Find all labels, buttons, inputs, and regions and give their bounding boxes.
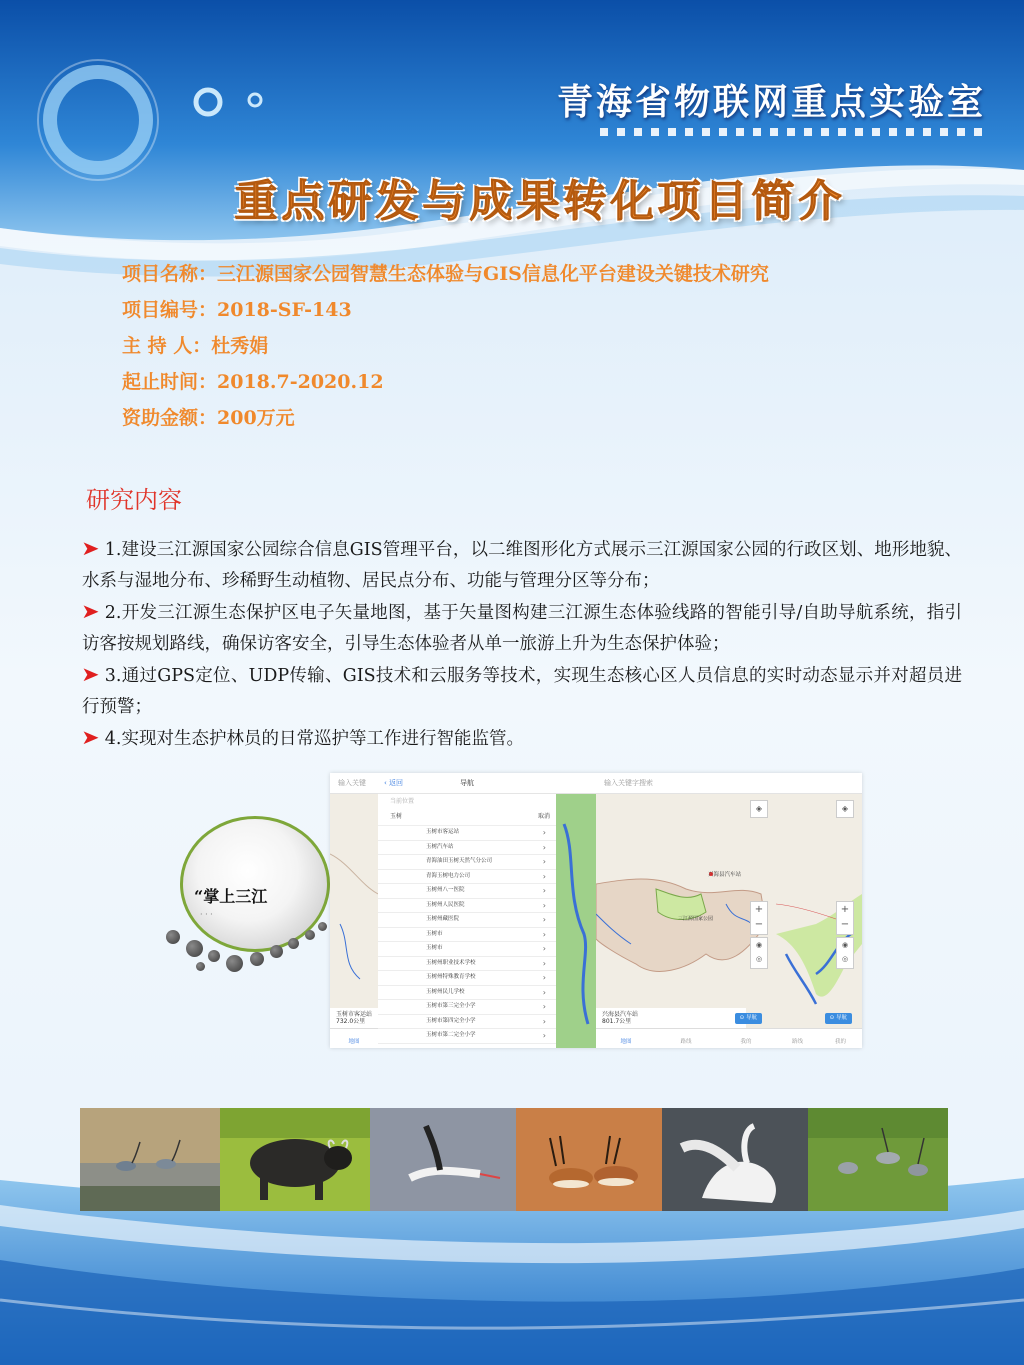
dotted-divider — [600, 128, 986, 136]
search-bar[interactable]: 输入关键字搜索 — [596, 773, 776, 794]
station-name: 兴海县汽车站 — [602, 1011, 639, 1018]
photo-swan — [662, 1108, 808, 1211]
decor-dot — [288, 938, 299, 949]
research-item-text: 3.通过GPS定位、UDP传输、GIS技术和云服务等技术，实现生态核心区人员信息的实时动态显示并对超员进行预警； — [82, 666, 962, 717]
decor-dot — [250, 952, 264, 966]
list-item[interactable]: 玉树市第二完全小学 › — [378, 1029, 556, 1044]
station-name: 玉树市客运站 — [336, 1011, 373, 1018]
arrow-icon: ➤ — [81, 599, 100, 623]
result-list — [378, 826, 556, 1044]
map-label: 三江源国家公园 — [678, 916, 714, 922]
screen-nav-list — [378, 773, 557, 1048]
research-item-text: 2.开发三江源生态保护区电子矢量地图，基于矢量图构建三江源生态体验线路的智能引导/自助导航系统，指引访客按规划路线，确保访客安全，引导生态体验者从单一旅游上升为生态保护体验； — [82, 603, 962, 654]
list-item[interactable]: 玉树州藏医院 › — [378, 913, 556, 928]
photo-cranes-grass — [808, 1108, 948, 1211]
research-item-text: 1.建设三江源国家公园综合信息GIS管理平台，以二维图形化方式展示三江源国家公园的行政区划、地形地貌、水系与湿地分布、珍稀野生动植物、居民点分布、功能与管理分区等分布； — [82, 540, 962, 591]
project-period-label: 起止时间： — [122, 371, 218, 393]
navigate-button[interactable]: ⊙ 导航 — [825, 1013, 852, 1024]
zoom-control[interactable]: + − — [836, 901, 854, 935]
search-bar[interactable] — [556, 773, 596, 794]
station-distance: 732.0公里 — [336, 1018, 366, 1025]
station-distance: 801.7公里 — [602, 1018, 632, 1025]
project-leader-value: 杜秀娟 — [211, 335, 269, 357]
decor-dot — [208, 950, 220, 962]
tab-mine[interactable]: 我的 — [834, 1039, 846, 1045]
project-period-value: 2018.7-2020.12 — [217, 371, 384, 393]
current-location-field[interactable]: 当前位置 — [378, 794, 556, 809]
nav-title: 导航 — [460, 779, 474, 787]
project-number-label: 项目编号： — [122, 299, 218, 321]
layers-icon[interactable]: ◈ — [836, 800, 854, 818]
screen-map-right — [776, 773, 862, 1048]
project-info — [122, 260, 769, 440]
list-item[interactable]: 玉树市客运站 › — [378, 826, 556, 841]
list-item[interactable]: 玉树州人民医院 › — [378, 899, 556, 914]
research-content — [82, 533, 962, 755]
list-item[interactable]: 玉树汽车站 › — [378, 841, 556, 856]
station-card[interactable] — [596, 1008, 746, 1028]
list-item[interactable]: 玉树州特殊教育学校 › — [378, 971, 556, 986]
research-item — [82, 533, 962, 596]
cancel-button[interactable]: 取消 — [537, 813, 550, 820]
project-funding-row — [122, 404, 769, 440]
list-item[interactable]: 玉树州职业技术学校 › — [378, 957, 556, 972]
zoom-control[interactable]: + − — [750, 901, 768, 935]
decor-dot — [305, 930, 315, 940]
app-callout-ellipsis: · · · — [200, 910, 213, 919]
app-screenshots — [330, 773, 862, 1048]
screen-map-left — [330, 773, 379, 1048]
decor-dot — [186, 940, 203, 957]
arrow-icon: ➤ — [81, 725, 100, 749]
arrow-icon: ➤ — [81, 536, 100, 560]
main-title: 重点研发与成果转化项目简介 — [234, 177, 846, 227]
navigate-button[interactable]: ⊙ 导航 — [735, 1013, 762, 1024]
photo-stork — [370, 1108, 516, 1211]
tab-route[interactable]: 路线 — [791, 1039, 803, 1045]
wildlife-photo-strip — [80, 1108, 948, 1211]
list-item[interactable]: 玉树州八一医院 › — [378, 884, 556, 899]
list-item[interactable]: 玉树市 › — [378, 928, 556, 943]
project-name-value: 三江源国家公园智慧生态体验与GIS信息化平台建设关键技术研究 — [217, 263, 769, 285]
locate-icon[interactable]: ◉ ◎ — [750, 937, 768, 969]
project-period-row — [122, 368, 769, 404]
search-query: 玉树 — [390, 813, 403, 820]
screen-map-center — [556, 773, 597, 1048]
screen-map-main — [596, 773, 777, 1048]
tab-route[interactable]: 路线 — [680, 1039, 692, 1045]
project-leader-label: 主 持 人： — [122, 335, 212, 357]
lab-name: 青海省物联网重点实验室 — [556, 81, 986, 123]
tab-map[interactable]: 地图 — [620, 1039, 632, 1045]
decor-dot — [226, 955, 243, 972]
map-label: 兴海县汽车站 — [708, 872, 742, 878]
project-funding-label: 资助金额： — [122, 407, 218, 429]
project-funding-value: 200万元 — [217, 407, 295, 429]
list-item[interactable]: 玉树市第三完全小学 › — [378, 1000, 556, 1015]
list-item[interactable]: 玉树市第四完全小学 › — [378, 1015, 556, 1030]
project-name-row — [122, 260, 769, 296]
search-bar[interactable] — [776, 773, 862, 794]
tab-bar — [776, 1028, 862, 1048]
tab-mine[interactable]: 我的 — [740, 1039, 752, 1045]
project-number-value: 2018-SF-143 — [217, 299, 352, 321]
list-item[interactable]: 玉树市 › — [378, 942, 556, 957]
list-item[interactable]: 玉树州民儿学校 › — [378, 986, 556, 1001]
decor-dot — [196, 962, 205, 971]
project-name-label: 项目名称： — [122, 263, 218, 285]
research-item — [82, 722, 962, 755]
locate-icon[interactable]: ◉ ◎ — [836, 937, 854, 969]
decor-dot — [166, 930, 180, 944]
decor-dot — [270, 945, 283, 958]
destination-search[interactable] — [378, 809, 556, 826]
arrow-icon: ➤ — [81, 662, 100, 686]
research-title: 研究内容 — [86, 486, 182, 514]
photo-yak — [220, 1108, 370, 1211]
map-area — [556, 794, 596, 1048]
project-number-row — [122, 296, 769, 332]
search-bar[interactable]: 输入关键 — [330, 773, 378, 794]
research-item — [82, 596, 962, 659]
nav-header — [378, 773, 556, 794]
research-item-text: 4.实现对生态护林员的日常巡护等工作进行智能监管。 — [104, 729, 524, 749]
decor-dot — [318, 922, 327, 931]
project-leader-row — [122, 332, 769, 368]
list-item[interactable]: 青海玉树电力公司 › — [378, 870, 556, 885]
layers-icon[interactable]: ◈ — [750, 800, 768, 818]
research-item — [82, 659, 962, 722]
tab-bar — [596, 1028, 776, 1048]
back-button[interactable]: ‹ 返回 — [384, 779, 404, 787]
tab-map[interactable]: 地图 — [348, 1039, 360, 1045]
photo-gazelles — [516, 1108, 662, 1211]
tab-bar — [330, 1028, 378, 1048]
app-callout-text: “掌上三江 — [194, 887, 268, 906]
list-item[interactable]: 青海油田玉树天然气分公司 › — [378, 855, 556, 870]
station-card[interactable] — [330, 1008, 378, 1028]
photo-cranes — [80, 1108, 220, 1211]
